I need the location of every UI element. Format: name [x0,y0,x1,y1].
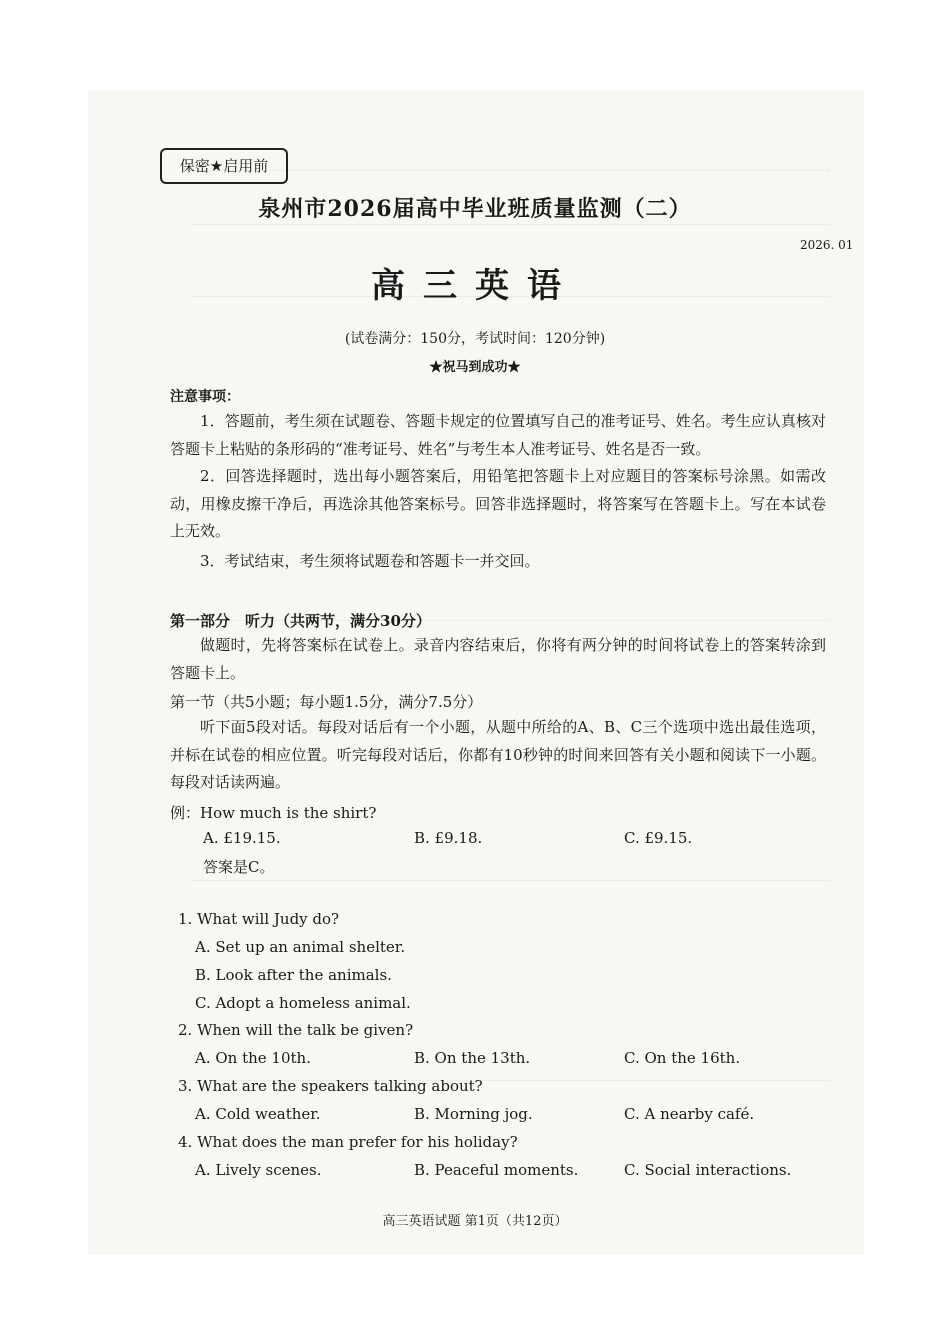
example-question: 例：How much is the shirt? [170,804,377,822]
part1-heading: 第一部分 听力（共两节，满分30分） [170,612,431,630]
confidential-badge: 保密★启用前 [160,148,288,184]
q4-option-b: B. Peaceful moments. [414,1161,579,1179]
part1-instruction: 做题时，先将答案标在试卷上。录音内容结束后，你将有两分钟的时间将试卷上的答案转涂到答题卡上。 [170,636,826,682]
example-option-b: B. £9.18. [414,829,483,847]
q2-option-a: A. On the 10th. [195,1049,311,1067]
notice-item-3: 3．考试结束，考生须将试题卷和答题卡一并交回。 [200,552,540,570]
example-option-a: A. £19.15. [203,829,281,847]
section1-heading: 第一节（共5小题；每小题1.5分，满分7.5分） [170,693,483,711]
q1-option-a: A. Set up an animal shelter. [195,938,406,956]
question-4: 4. What does the man prefer for his holiday? [178,1133,518,1151]
blessing-text: ★祝马到成功★ [429,360,521,375]
example-option-c: C. £9.15. [624,829,693,847]
subject-title: 高三英语 [371,266,579,306]
question-3: 3. What are the speakers talking about? [178,1077,483,1095]
q3-option-a: A. Cold weather. [195,1105,321,1123]
q3-option-c: C. A nearby café. [624,1105,755,1123]
notice-item-1: 1．答题前，考生须在试题卷、答题卡规定的位置填写自己的准考证号、姓名。考生应认真核对答题卡上粘贴的条形码的“准考证号、姓名”与考生本人准考证号、姓名是否一致。 [170,412,826,458]
q4-option-a: A. Lively scenes. [195,1161,322,1179]
notice-item-2: 2．回答选择题时，选出每小题答案后，用铅笔把答题卡上对应题目的答案标号涂黑。如需改动，用橡皮擦干净后，再选涂其他答案标号。回答非选择题时，将答案写在答题卡上。写在本试卷上无效。 [170,467,826,540]
q1-option-c: C. Adopt a homeless animal. [195,994,411,1012]
question-1: 1. What will Judy do? [178,910,340,928]
score-info: (试卷满分：150分，考试时间：120分钟) [344,331,606,347]
exam-date: 2026. 01 [800,238,854,252]
bleed-line [190,880,830,881]
notice-heading: 注意事项： [170,389,240,405]
page-footer: 高三英语试题 第1页（共12页） [382,1214,568,1229]
example-answer: 答案是C。 [203,858,275,876]
q2-option-b: B. On the 13th. [414,1049,531,1067]
q4-option-c: C. Social interactions. [624,1161,792,1179]
q2-option-c: C. On the 16th. [624,1049,741,1067]
bleed-line [190,224,830,225]
question-2: 2. When will the talk be given? [178,1021,414,1039]
section1-instruction: 听下面5段对话。每段对话后有一个小题，从题中所给的A、B、C三个选项中选出最佳选项，并标在试卷的相应位置。听完每段对话后，你都有10秒钟的时间来回答有关小题和阅读下一小题。每段对话读两遍。 [170,718,826,791]
exam-title: 泉州市2026届高中毕业班质量监测（二） [258,196,692,222]
q1-option-b: B. Look after the animals. [195,966,392,984]
q3-option-b: B. Morning jog. [414,1105,533,1123]
